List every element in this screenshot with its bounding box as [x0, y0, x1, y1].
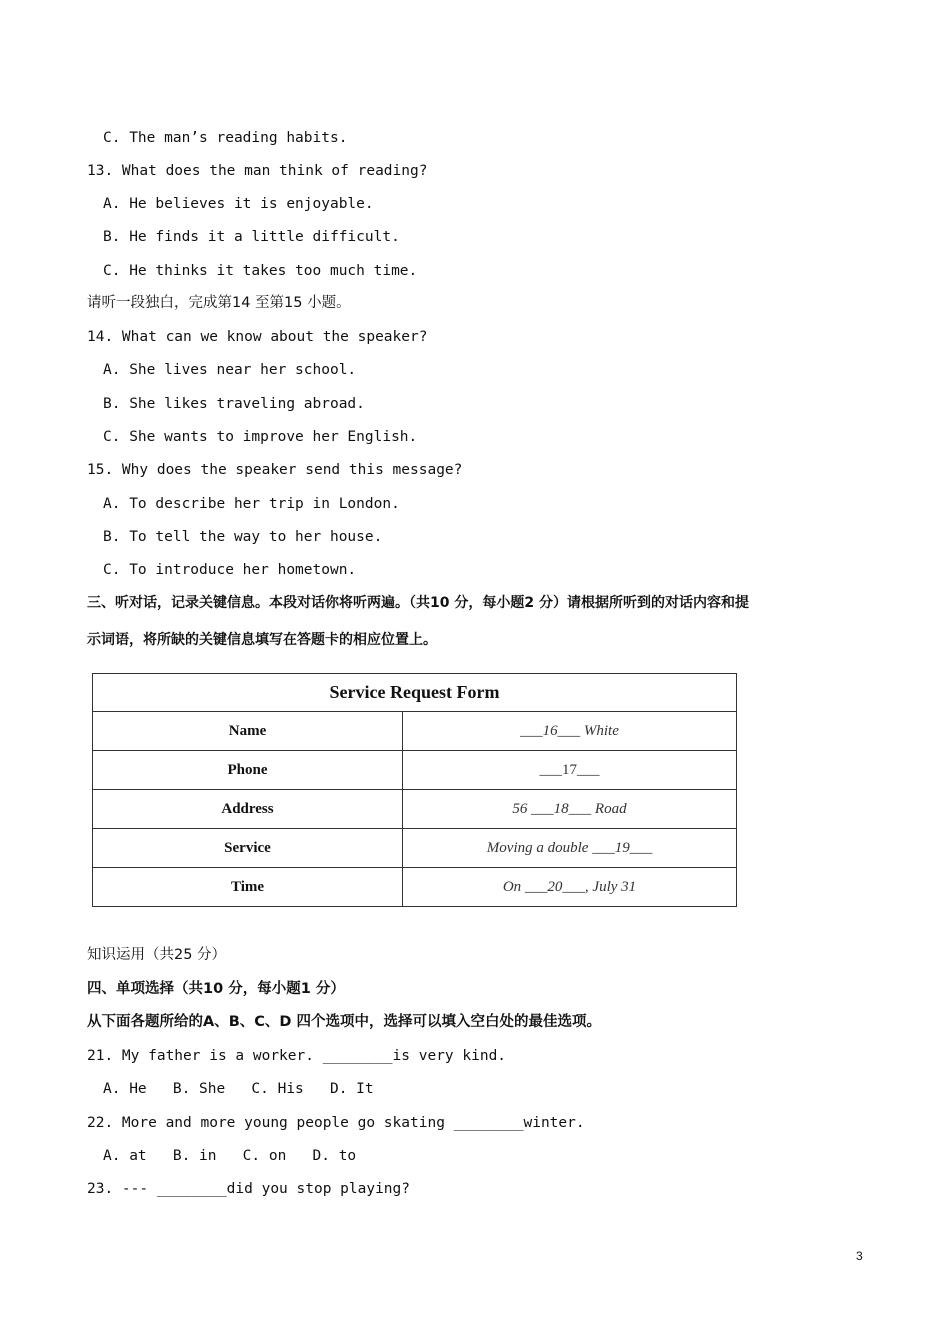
- section-4-title: 四、单项选择（共10 分，每小题1 分）: [87, 981, 345, 997]
- question-22-options: A. at B. in C. on D. to: [103, 1148, 357, 1164]
- question-14-option-a: A. She lives near her school.: [103, 362, 357, 378]
- form-value: On ___20___, July 31: [403, 868, 737, 907]
- question-22: 22. More and more young people go skating ________winter.: [87, 1115, 585, 1131]
- form-label: Time: [93, 868, 403, 907]
- question-13: 13. What does the man think of reading?: [87, 163, 428, 179]
- monologue-instruction: 请听一段独白，完成第14 至第15 小题。: [87, 295, 351, 311]
- section-3-instruction-line-2: 示词语，将所缺的关键信息填写在答题卡的相应位置上。: [87, 632, 437, 648]
- form-label: Service: [93, 829, 403, 868]
- question-15-option-b: B. To tell the way to her house.: [103, 529, 383, 545]
- form-label: Address: [93, 790, 403, 829]
- form-row-address: [93, 790, 737, 829]
- question-21-options: A. He B. She C. His D. It: [103, 1081, 374, 1097]
- question-14-option-c: C. She wants to improve her English.: [103, 429, 418, 445]
- question-15-option-a: A. To describe her trip in London.: [103, 496, 400, 512]
- form-value: Moving a double ___19___: [403, 829, 737, 868]
- question-13-option-b: B. He finds it a little difficult.: [103, 229, 400, 245]
- form-value: ___17___: [403, 751, 737, 790]
- form-row-name: [93, 712, 737, 751]
- question-15: 15. Why does the speaker send this message?: [87, 462, 463, 478]
- question-23: 23. --- ________did you stop playing?: [87, 1181, 411, 1197]
- form-title: Service Request Form: [93, 674, 737, 712]
- form-label: Name: [93, 712, 403, 751]
- form-label: Phone: [93, 751, 403, 790]
- form-row-phone: [93, 751, 737, 790]
- question-14-option-b: B. She likes traveling abroad.: [103, 396, 365, 412]
- question-12-option-c: C. The man’s reading habits.: [103, 130, 348, 146]
- question-14: 14. What can we know about the speaker?: [87, 329, 428, 345]
- question-13-option-c: C. He thinks it takes too much time.: [103, 263, 418, 279]
- knowledge-application-heading: 知识运用（共25 分）: [87, 947, 227, 963]
- form-value: ___16___ White: [403, 712, 737, 751]
- service-request-form: [92, 673, 737, 907]
- section-4-instruction: 从下面各题所给的A、B、C、D 四个选项中，选择可以填入空白处的最佳选项。: [87, 1014, 601, 1030]
- form-value: 56 ___18___ Road: [403, 790, 737, 829]
- form-row-service: [93, 829, 737, 868]
- question-13-option-a: A. He believes it is enjoyable.: [103, 196, 374, 212]
- form-row-time: [93, 868, 737, 907]
- page-number: 3: [856, 1249, 863, 1263]
- section-3-instruction-line-1: 三、听对话，记录关键信息。本段对话你将听两遍。（共10 分，每小题2 分）请根据所听到的对话内容和提: [87, 595, 749, 611]
- question-15-option-c: C. To introduce her hometown.: [103, 562, 357, 578]
- question-21: 21. My father is a worker. ________is very kind.: [87, 1048, 507, 1064]
